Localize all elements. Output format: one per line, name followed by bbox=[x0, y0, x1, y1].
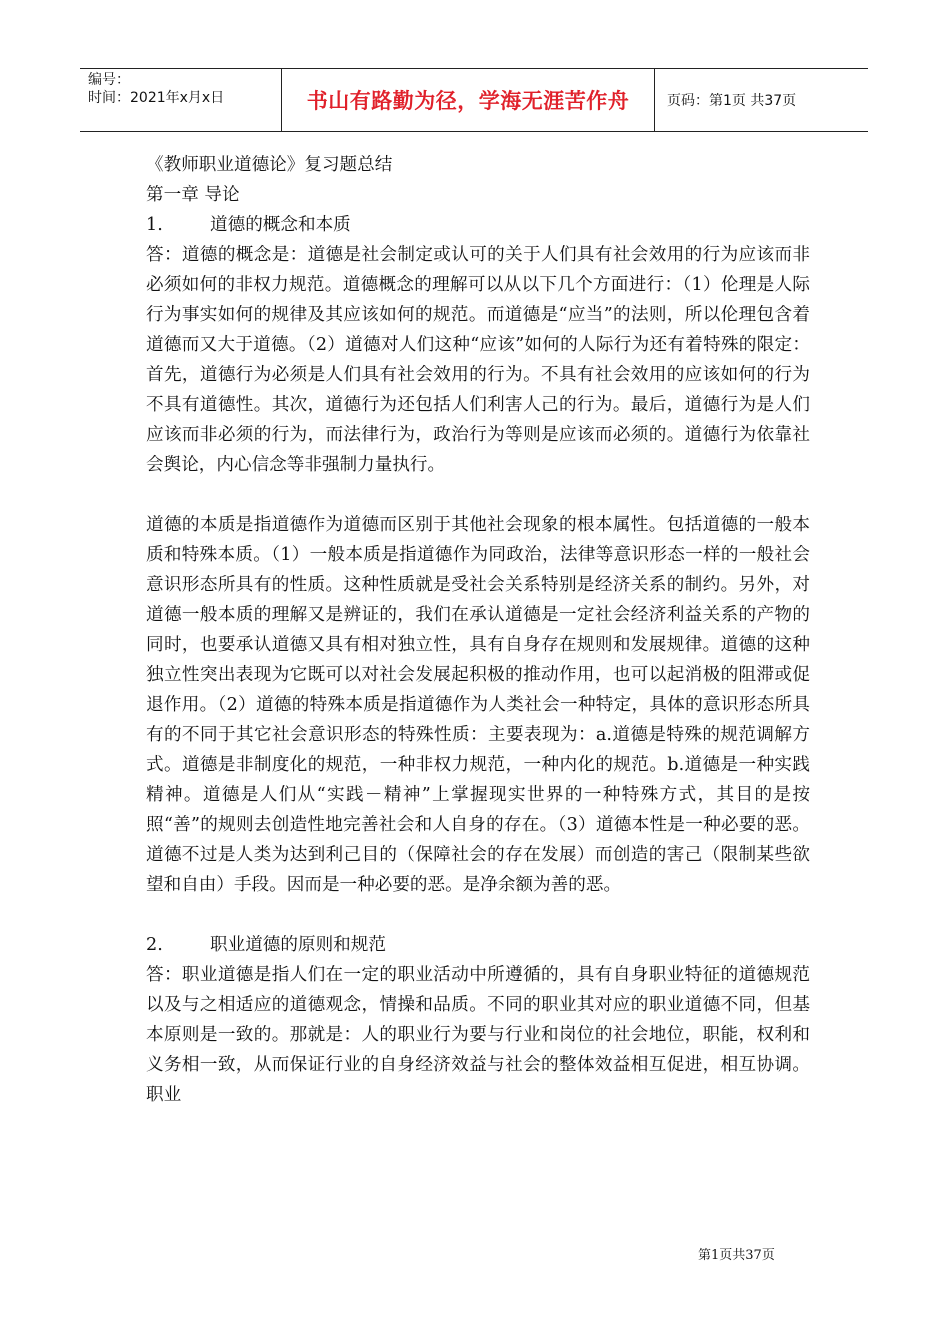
chapter-heading: 第一章 导论 bbox=[146, 185, 240, 205]
time-label: 时间：2021年x月x日 bbox=[88, 90, 225, 106]
question-1-number: 1. bbox=[146, 215, 163, 235]
header-page-label: 页码：第1页 共37页 bbox=[667, 93, 797, 109]
page-header bbox=[80, 68, 868, 132]
question-1-heading bbox=[146, 210, 810, 240]
blank-line bbox=[146, 480, 810, 510]
question-1-title: 道德的概念和本质 bbox=[210, 215, 351, 235]
number-label: 编号： bbox=[88, 72, 130, 88]
blank-line bbox=[146, 900, 810, 930]
answer-paragraph-1: 答：道德的概念是：道德是社会制定或认可的关于人们具有社会效用的行为应该而非必须如何的非权力规范。道德概念的理解可以从以下几个方面进行：（1）伦理是人际行为事实如何的规律及其应该如何的规范。而道德是“应当”的法则，所以伦理包含着道德而又大于道德。（2）道德对人们这种“应该”如何的人际行为还有着特殊的限定：首先，道德行为必须是人们具有社会效用的行为。不具有社会效用的应该如何的行为不具有道德性。其次，道德行为还包括人们利害人己的行为。最后，道德行为是人们应该而非必须的行为，而法律行为，政治行为等则是应该而必须的。道德行为依靠社会舆论，内心信念等非强制力量执行。 bbox=[146, 245, 810, 475]
question-2-number: 2. bbox=[146, 935, 163, 955]
answer-paragraph-3: 答：职业道德是指人们在一定的职业活动中所遵循的，具有自身职业特征的道德规范以及与之相适应的道德观念，情操和品质。不同的职业其对应的职业道德不同，但基本原则是一致的。那就是：人的职业行为要与行业和岗位的社会地位，职能，权利和义务相一致，从而保证行业的自身经济效益与社会的整体效益相互促进，相互协调。职业 bbox=[146, 965, 810, 1105]
question-2-heading bbox=[146, 930, 810, 960]
header-motto: 书山有路勤为径，学海无涯苦作舟 bbox=[282, 69, 655, 131]
page-footer: 第1页共37页 bbox=[698, 1248, 775, 1263]
question-2-title: 职业道德的原则和规范 bbox=[210, 935, 386, 955]
header-meta bbox=[80, 69, 282, 131]
answer-paragraph-2: 道德的本质是指道德作为道德而区别于其他社会现象的根本属性。包括道德的一般本质和特殊本质。（1）一般本质是指道德作为同政治，法律等意识形态一样的一般社会意识形态所具有的性质。这种性质就是受社会关系特别是经济关系的制约。另外，对道德一般本质的理解又是辨证的，我们在承认道德是一定社会经济利益关系的产物的同时，也要承认道德又具有相对独立性，具有自身存在规则和发展规律。道德的这种独立性突出表现为它既可以对社会发展起积极的推动作用，也可以起消极的阻滞或促退作用。（2）道德的特殊本质是指道德作为人类社会一种特定，具体的意识形态所具有的不同于其它社会意识形态的特殊性质：主要表现为：a.道德是特殊的规范调解方式。道德是非制度化的规范，一种非权力规范，一种内化的规范。b.道德是一种实践精神。道德是人们从“实践－精神”上掌握现实世界的一种特殊方式，其目的是按照“善”的规则去创造性地完善社会和人自身的存在。（3）道德本性是一种必要的恶。道德不过是人类为达到利己目的（保障社会的存在发展）而创造的害己（限制某些欲望和自由）手段。因而是一种必要的恶。是净余额为善的恶。 bbox=[146, 515, 810, 895]
document-title: 《教师职业道德论》复习题总结 bbox=[146, 155, 393, 175]
document-body bbox=[146, 150, 810, 1110]
